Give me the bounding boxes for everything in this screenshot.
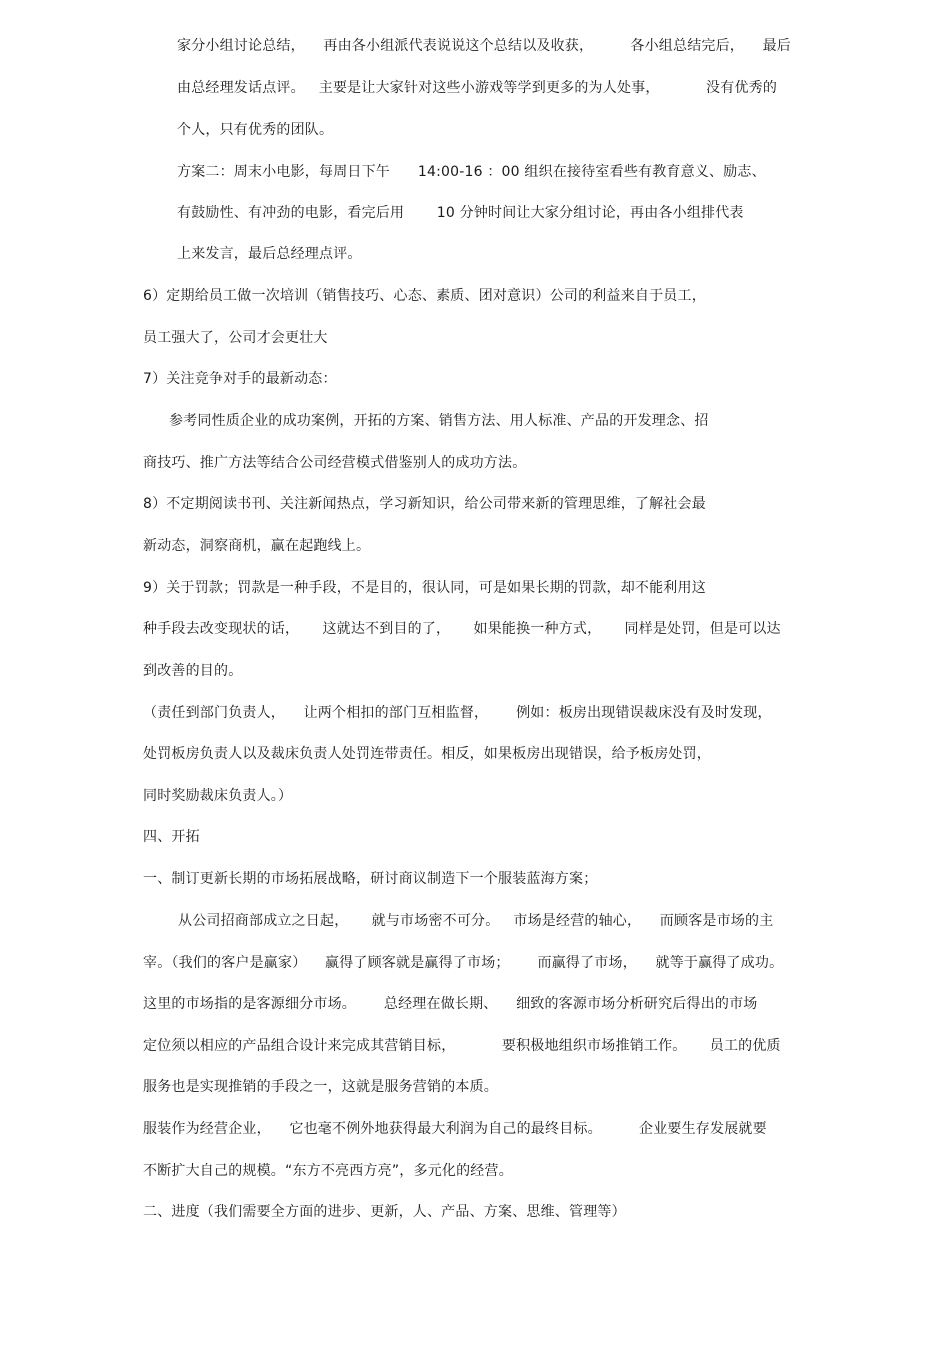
text-line: 商技巧、推广方法等结合公司经营模式借鉴别人的成功方法。 <box>143 455 527 471</box>
text-line: 方案二：周末小电影，每周日下午 14:00-16 ：00 组织在接待室看些有教育意义、励志、 <box>177 164 766 180</box>
text-line: 一、制订更新长期的市场拓展战略，研讨商议制造下一个服装蓝海方案； <box>143 871 598 887</box>
text-line: 上来发言，最后总经理点评。 <box>177 246 362 262</box>
text-line: 服务也是实现推销的手段之一，这就是服务营销的本质。 <box>143 1079 498 1095</box>
text-line: 由总经理发话点评。 主要是让大家针对这些小游戏等学到更多的为人处事， 没有优秀的 <box>177 80 778 96</box>
text-line: 家分小组讨论总结， 再由各小组派代表说说这个总结以及收获， 各小组总结完后， 最后 <box>177 38 792 54</box>
text-line: （责任到部门负责人， 让两个相扣的部门互相监督， 例如：板房出现错误裁床没有及时发现， <box>143 705 772 721</box>
text-line: 新动态，洞察商机，赢在起跑线上。 <box>143 538 371 554</box>
section-heading: 四、开拓 <box>143 829 200 845</box>
text-line: 同时奖励裁床负责人。） <box>143 788 293 804</box>
text-line: 这里的市场指的是客源细分市场。 总经理在做长期、 细致的客源市场分析研究后得出的市场 <box>143 996 758 1012</box>
text-line: 从公司招商部成立之日起， 就与市场密不可分。 市场是经营的轴心， 而顾客是市场的主 <box>178 913 774 929</box>
text-line: 种手段去改变现状的话， 这就达不到目的了， 如果能换一种方式， 同样是处罚，但是可以达 <box>143 621 781 637</box>
text-line: 6）定期给员工做一次培训（销售技巧、心态、素质、团对意识）公司的利益来自于员工， <box>143 288 706 304</box>
text-line: 9）关于罚款；罚款是一种手段，不是目的，很认同，可是如果长期的罚款，却不能利用这 <box>143 580 706 596</box>
text-line: 到改善的目的。 <box>143 663 243 679</box>
text-line: 处罚板房负责人以及裁床负责人处罚连带责任。相反，如果板房出现错误，给予板房处罚， <box>143 746 711 762</box>
text-line: 员工强大了，公司才会更壮大 <box>143 330 328 346</box>
text-line: 宰。（我们的客户是赢家） 赢得了顾客就是赢得了市场； 而赢得了市场， 就等于赢得了成功。 <box>143 955 784 971</box>
text-line: 参考同性质企业的成功案例，开拓的方案、销售方法、用人标准、产品的开发理念、招 <box>169 413 709 429</box>
text-line: 服装作为经营企业， 它也毫不例外地获得最大利润为自己的最终目标。 企业要生存发展就要 <box>143 1121 767 1137</box>
text-line: 有鼓励性、有冲劲的电影，看完后用 10 分钟时间让大家分组讨论，再由各小组排代表 <box>177 205 744 221</box>
text-line: 二、进度（我们需要全方面的进步、更新，人、产品、方案、思维、管理等） <box>143 1204 626 1220</box>
text-line: 不断扩大自己的规模。“东方不亮西方亮”，多元化的经营。 <box>143 1163 513 1179</box>
text-line: 7）关注竞争对手的最新动态： <box>143 371 337 387</box>
text-line: 8）不定期阅读书刊、关注新闻热点，学习新知识，给公司带来新的管理思维，了解社会最 <box>143 496 706 512</box>
text-line: 个人，只有优秀的团队。 <box>177 122 334 138</box>
text-line: 定位须以相应的产品组合设计来完成其营销目标， 要积极地组织市场推销工作。 员工的优质 <box>143 1038 781 1054</box>
